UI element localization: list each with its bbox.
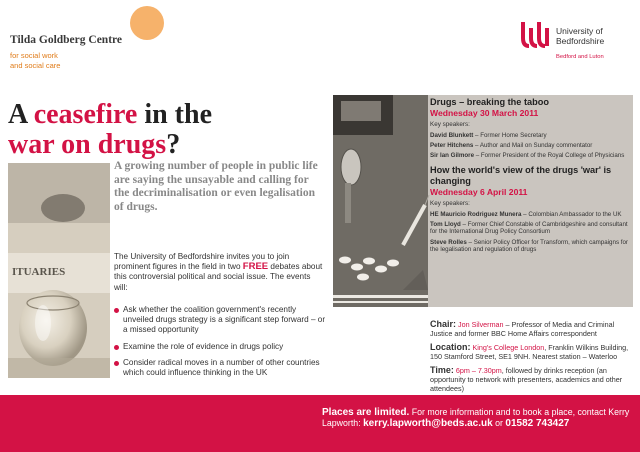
time-value: 6pm – 7.30pm bbox=[455, 366, 502, 375]
speaker-role: – Former Chief Constable of Cambridgeshire and consultant for the International Drug Policy Consortium bbox=[430, 220, 628, 236]
speaker-name: Peter Hitchens bbox=[430, 141, 474, 149]
intro-free: FREE bbox=[242, 261, 269, 273]
headline-part5: ? bbox=[166, 129, 181, 160]
speaker-role: – Former President of the Royal College of Physicians bbox=[474, 151, 625, 159]
chair-info bbox=[430, 320, 633, 338]
university-name bbox=[556, 26, 604, 46]
tg-sub-line2: and social care bbox=[10, 61, 61, 70]
intro-text2: debates about this controversial political and social issue. The events will: bbox=[114, 262, 323, 292]
event1-date: Wednesday 30 March 2011 bbox=[430, 108, 539, 118]
event1-speaker bbox=[430, 132, 633, 140]
chair-text: – Professor of Media and Criminal Justice and former BBC Home Affairs correspondent bbox=[430, 320, 615, 338]
contact-phone: 01582 743427 bbox=[505, 418, 570, 429]
event1-speaker bbox=[430, 152, 633, 160]
time-text: , followed by drinks reception (an opportunity to network with presenters, academics and other attendees) bbox=[430, 366, 623, 393]
tg-sub-line1: for social work bbox=[10, 51, 58, 60]
event2-speaker bbox=[430, 239, 633, 254]
bullet-text: Ask whether the coalition government's recently unveiled drugs strategy is a significant step forward – or a missed opportunity bbox=[123, 305, 326, 335]
speaker-name: Sir Ian Gilmore bbox=[430, 151, 475, 159]
speaker-role: – Author and Mail on Sunday commentator bbox=[473, 141, 593, 149]
event2-title: How the world's view of the drugs 'war' is changing bbox=[430, 165, 612, 187]
speaker-role: – Former Home Secretary bbox=[473, 131, 547, 139]
intro-paragraph bbox=[114, 252, 326, 293]
event-goals-list bbox=[114, 305, 328, 384]
bullet-text: Consider radical moves in a number of other countries which could influence thinking in the UK bbox=[123, 357, 320, 378]
list-item bbox=[114, 342, 328, 352]
event2-key-speakers: Key speakers: bbox=[430, 200, 470, 208]
lead-paragraph: A growing number of people in public life are saying the unsayable and calling for the decriminalisation or even legalisation of drugs. bbox=[114, 160, 318, 213]
university-name-line2: Bedfordshire bbox=[556, 36, 605, 46]
list-item bbox=[114, 358, 328, 378]
footer-text1: For more information and to book a place, contact Kerry Lapworth: bbox=[322, 407, 630, 428]
event2-speaker bbox=[430, 221, 633, 236]
chair-label: Chair: bbox=[430, 319, 457, 329]
logo-circle-icon bbox=[130, 6, 164, 40]
events-panel bbox=[430, 97, 633, 254]
left-photo-image bbox=[8, 163, 110, 378]
speaker-name: David Blunkett bbox=[430, 131, 474, 139]
location-info bbox=[430, 343, 633, 361]
bullet-text: Examine the role of evidence in drugs policy bbox=[123, 341, 284, 351]
headline-part3: in the bbox=[137, 99, 213, 130]
list-item bbox=[114, 305, 328, 336]
tg-name bbox=[10, 34, 122, 46]
tg-subtitle bbox=[10, 51, 60, 71]
tilda-goldberg-logo bbox=[10, 18, 210, 88]
headline bbox=[8, 100, 318, 160]
time-label: Time: bbox=[430, 365, 454, 375]
event1-title: Drugs – breaking the taboo bbox=[430, 97, 549, 107]
tg-name-part1: Tilda Goldberg bbox=[10, 34, 86, 46]
event2-date: Wednesday 6 April 2011 bbox=[430, 187, 528, 198]
footer-bold: Places are limited. bbox=[322, 407, 410, 418]
chair-name: Jon Silverman bbox=[458, 320, 504, 329]
time-info bbox=[430, 366, 633, 393]
location-text: , Franklin Wilkins Building, 150 Stamford Street, SE1 9NH. Nearest station – Waterloo bbox=[430, 343, 629, 361]
location-label: Location: bbox=[430, 342, 471, 352]
tg-name-part2: Centre bbox=[88, 34, 123, 46]
bullet-dot-icon bbox=[114, 361, 119, 366]
headline-part4: war on drugs bbox=[8, 129, 167, 160]
footer-text bbox=[322, 407, 637, 429]
university-name-line1: University of bbox=[556, 26, 603, 36]
event-details bbox=[430, 320, 633, 398]
university-emblem-icon bbox=[520, 20, 552, 50]
university-logo bbox=[520, 18, 635, 78]
headline-part2: ceasefire bbox=[33, 99, 138, 130]
event2-speaker bbox=[430, 211, 633, 219]
event1-speaker bbox=[430, 142, 633, 150]
event1-key-speakers: Key speakers: bbox=[430, 121, 470, 128]
speaker-name: Tom Lloyd bbox=[430, 220, 461, 228]
speaker-role: – Colombian Ambassador to the UK bbox=[521, 210, 622, 218]
speaker-name: HE Mauricio Rodriguez Munera bbox=[430, 210, 522, 218]
contact-email[interactable]: kerry.lapworth@beds.ac.uk bbox=[363, 418, 493, 429]
bullet-dot-icon bbox=[114, 308, 119, 313]
headline-part1: A bbox=[8, 99, 34, 130]
university-location: Bedford and Luton bbox=[556, 54, 604, 60]
speaker-role: – Senior Policy Officer for Transform, which campaigns for the legalisation and regulation of drugs bbox=[430, 238, 628, 254]
footer-text2: or bbox=[492, 418, 506, 428]
bullet-dot-icon bbox=[114, 345, 119, 350]
speaker-name: Steve Rolles bbox=[430, 238, 467, 246]
left-photo bbox=[8, 163, 110, 378]
svg-text:ITUARIES: ITUARIES bbox=[12, 266, 66, 278]
location-name: King's College London bbox=[472, 343, 545, 352]
intro-text1: The University of Bedfordshire invites you to join prominent figures in the field in two bbox=[114, 252, 290, 272]
